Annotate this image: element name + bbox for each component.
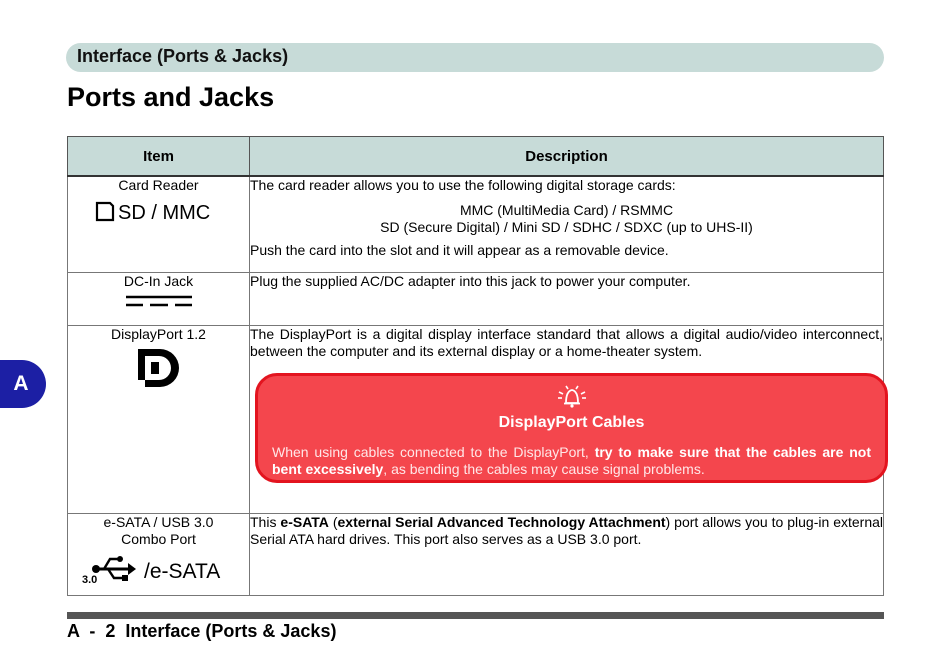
item-cell — [68, 513, 250, 595]
displayport-icon — [68, 346, 249, 388]
esata-description: This e-SATA (external Serial Advanced Technology Attachment) port allows you to plug-in external Serial ATA hard drives. This port also serves as a USB 3.0 port. — [250, 513, 884, 547]
usb-esata-icon — [68, 551, 249, 587]
item-cell — [68, 176, 250, 272]
table-header-row — [68, 137, 884, 177]
item-label: Card Reader — [118, 177, 199, 193]
footer-section: Interface (Ports & Jacks) — [125, 621, 337, 641]
table-row-card-reader — [68, 176, 884, 272]
displayport-description: The DisplayPort is a digital display interface standard that allows a digital audio/video interconnect, between the computer and its external display or a home-theater system. — [250, 325, 883, 359]
description-cell — [250, 325, 884, 513]
footer-rule — [67, 612, 884, 619]
item-label: e-SATA / USB 3.0 — [103, 513, 214, 530]
description-cell — [250, 272, 884, 325]
description-cell — [250, 513, 884, 595]
table-row-dc-in — [68, 272, 884, 325]
callout-body: When using cables connected to the DisplayPort, try to make sure that the cables are not bent excessively, as bending the cables may cause signal problems. — [272, 443, 872, 477]
description-cell — [250, 176, 884, 272]
table-row-esata — [68, 513, 884, 595]
ports-table — [67, 136, 884, 596]
displayport-cables-callout — [255, 373, 888, 483]
card-types-list — [250, 202, 883, 236]
section-header-bar — [66, 43, 884, 72]
page-title: Ports and Jacks — [67, 82, 275, 112]
item-label: DC-In Jack — [123, 272, 194, 289]
appendix-side-tab: A — [0, 360, 46, 408]
item-label: DisplayPort 1.2 — [111, 325, 206, 342]
page-footer — [67, 621, 336, 642]
sd-mmc-icon — [68, 197, 249, 227]
footer-page-ref: A - 2 — [67, 621, 116, 641]
sd-mmc-icon-label: SD / MMC — [118, 202, 211, 224]
callout-title: DisplayPort Cables — [498, 413, 645, 431]
card-reader-intro: The card reader allows you to use the following digital storage cards: — [250, 177, 676, 193]
card-types-line: SD (Secure Digital) / Mini SD / SDHC / SDXC (up to UHS-II) — [380, 219, 753, 235]
card-reader-outro: Push the card into the slot and it will appear as a removable device. — [250, 242, 669, 258]
dc-power-icon — [68, 293, 249, 309]
header-description: Description — [250, 137, 884, 177]
item-cell — [68, 272, 250, 325]
table-row-displayport — [68, 325, 884, 513]
dc-in-description: Plug the supplied AC/DC adapter into this jack to power your computer. — [250, 272, 691, 289]
usb-version-label: 3.0 — [82, 573, 98, 586]
alarm-bell-icon — [555, 384, 589, 408]
item-label: Combo Port — [121, 530, 196, 547]
header-item: Item — [68, 137, 250, 177]
card-types-line: MMC (MultiMedia Card) / RSMMC — [459, 202, 674, 218]
section-header-title: Interface (Ports & Jacks) — [77, 46, 289, 66]
item-cell — [68, 325, 250, 513]
esata-icon-label: /e-SATA — [144, 559, 221, 583]
